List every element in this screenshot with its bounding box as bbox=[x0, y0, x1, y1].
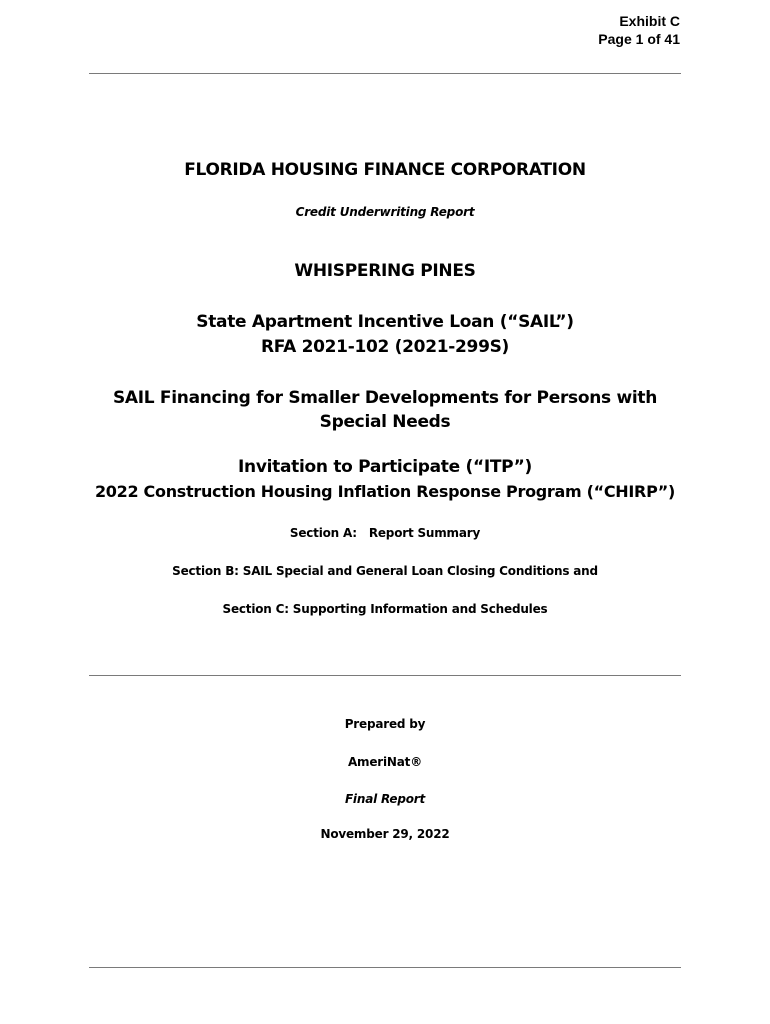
exhibit-label: Exhibit C bbox=[619, 13, 680, 29]
section-a: Section A: Report Summary bbox=[289, 526, 481, 540]
loan-program-line2: RFA 2021-102 (2021-299S) bbox=[260, 337, 510, 357]
bottom-divider bbox=[89, 967, 681, 968]
itp-line1: Invitation to Participate (“ITP”) bbox=[238, 457, 532, 477]
middle-divider bbox=[89, 675, 681, 676]
itp-line2: 2022 Construction Housing Inflation Response Program (“CHIRP”) bbox=[94, 482, 676, 501]
financing-line2: Special Needs bbox=[319, 412, 451, 432]
top-divider bbox=[89, 73, 681, 74]
section-c: Section C: Supporting Information and Schedules bbox=[222, 602, 548, 616]
organization-title: FLORIDA HOUSING FINANCE CORPORATION bbox=[184, 160, 586, 180]
report-type: Credit Underwriting Report bbox=[295, 205, 475, 219]
loan-program-line1: State Apartment Incentive Loan (“SAIL”) bbox=[196, 312, 574, 332]
page-number: Page 1 of 41 bbox=[598, 31, 680, 47]
financing-line1: SAIL Financing for Smaller Developments for Persons with bbox=[112, 388, 658, 408]
development-name: WHISPERING PINES bbox=[294, 261, 476, 281]
section-b: Section B: SAIL Special and General Loan Closing Conditions and bbox=[172, 564, 598, 578]
report-status: Final Report bbox=[344, 792, 426, 806]
report-date: November 29, 2022 bbox=[320, 827, 450, 841]
preparer-firm: AmeriNat® bbox=[347, 755, 423, 769]
prepared-by-label: Prepared by bbox=[344, 717, 426, 731]
